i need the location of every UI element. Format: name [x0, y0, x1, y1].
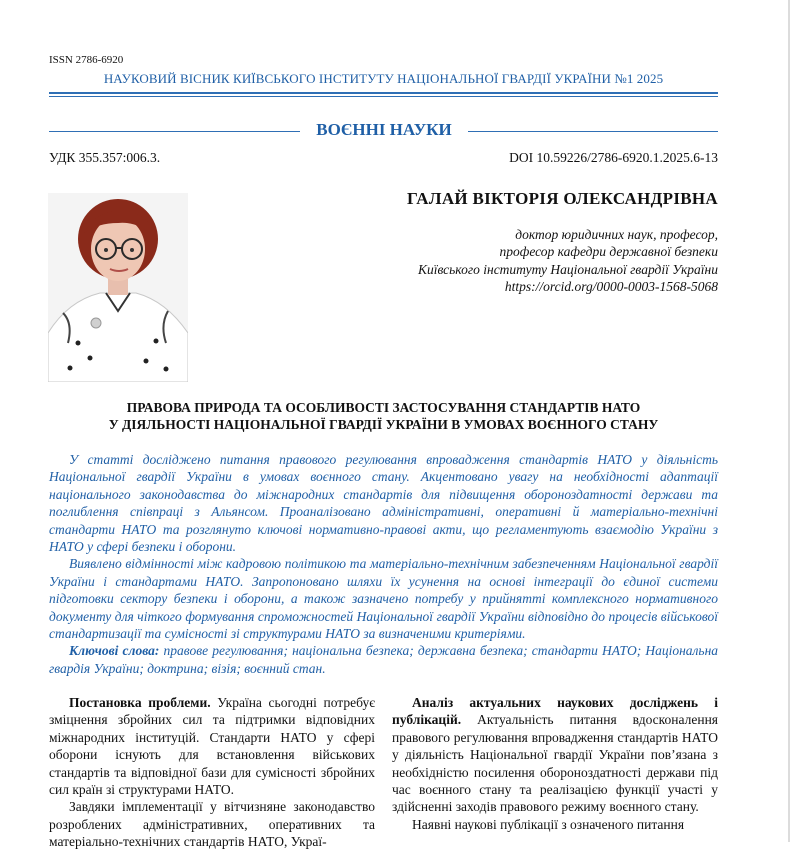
section-title: ВОЄННІ НАУКИ	[316, 120, 452, 139]
keywords	[49, 642, 718, 677]
problem-text: Україна сьогодні потребує зміцнення збройних сил та підтримки відповідних міжнародних інституцій. Стандарти НАТО у сфері оборони існують для встановлення військових стандартів та відповідної бази для сумісності збройних сил країн зі структурами НАТО.	[49, 695, 376, 798]
body-paragraph: Завдяки імплементації у вітчизняне законодавство розроблених адміністративних, оперативних та матеріально-технічних стандартів НАТО, Украї-	[49, 799, 375, 850]
section-divider-right	[468, 131, 718, 132]
body-paragraph: Наявні наукові публікації з означеного питання	[412, 816, 685, 832]
header-rule-thin	[49, 96, 718, 97]
article-title-line1: ПРАВОВА ПРИРОДА ТА ОСОБЛИВОСТІ ЗАСТОСУВАННЯ СТАНДАРТІВ НАТО	[126, 400, 641, 415]
author-orcid-link[interactable]: https://orcid.org/0000-0003-1568-5068	[504, 278, 718, 294]
journal-title: НАУКОВИЙ ВІСНИК КИЇВСЬКОГО ІНСТИТУТУ НАЦІОНАЛЬНОЇ ГВАРДІЇ УКРАЇНИ №1 2025	[103, 71, 664, 86]
header-rule	[49, 92, 718, 94]
article-title	[49, 399, 718, 433]
author-name: ГАЛАЙ ВІКТОРІЯ ОЛЕКСАНДРІВНА	[407, 189, 718, 208]
author-photo	[48, 193, 188, 382]
issn: ISSN 2786-6920	[49, 54, 124, 66]
article-title-line2: У ДІЯЛЬНОСТІ НАЦІОНАЛЬНОЇ ГВАРДІЇ УКРАЇНИ В УМОВАХ ВОЄННОГО СТАНУ	[108, 417, 659, 432]
author-institution: Київського інституту Національної гвардії України	[418, 261, 718, 277]
problem-statement	[49, 694, 375, 798]
doi: DOI 10.59226/2786-6920.1.2025.6-13	[509, 150, 718, 165]
abstract	[49, 451, 718, 677]
author-position: професор кафедри державної безпеки	[499, 244, 718, 260]
literature-text: Актуальність питання вдосконалення правового регулювання впровадження стандартів НАТО у діяльність Національної гвардії України пов’язана з необхідністю посилення обороноздатності держави під час воєнного стану та реалізацією функції участі у здійсненні заходів правового режиму воєнного стану.	[392, 712, 718, 815]
abstract-paragraph-2: Виявлено відмінності між кадровою політикою та матеріально-технічним забезпеченням Національної гвардії України і стандартами НАТО. Запропоновано шляхи їх усунення на основі інтеграції до єдиної системи підготовки сектору безпеки і оборони, а також зазначено потребу у прийнятті комплексного нормативного документу для чіткого формування спроможностей Національної гвардії України відповідно до процесів військової стандартизації та сумісності зі структурами НАТО за визначеними критеріями.	[49, 556, 718, 642]
keywords-label: Ключові слова:	[69, 643, 160, 659]
udk-code: УДК 355.357:006.3.	[49, 150, 161, 165]
body-column-right	[392, 694, 718, 833]
keywords-list: правове регулювання; національна безпека; державна безпека; стандарти НАТО; Національна гвардія України; доктрина; візія; воєнний стан.	[49, 643, 719, 676]
body-column-left	[49, 694, 375, 851]
literature-heading: Аналіз актуальних наукових досліджень і публікацій.	[392, 695, 718, 728]
author-affiliation	[418, 226, 718, 295]
section-divider-left	[49, 131, 300, 132]
literature-review	[392, 694, 718, 816]
problem-heading: Постановка проблеми.	[69, 695, 211, 710]
abstract-paragraph-1: У статті досліджено питання правового регулювання впровадження стандартів НАТО у діяльність Національної гвардії України в умовах воєнного стану. Акцентовано увагу на необхідності адаптації національного законодавства до міжнародних стандартів для підвищення обороноздатності держави та поглиблення співпраці з Альянсом. Проаналізовано адміністративні, оперативні й матеріально-технічні стандарти НАТО та розглянуто ключові нормативно-правові акти, що регламентують взаємодію України з НАТО у сфері безпеки і оборони.	[49, 452, 718, 555]
author-degree: доктор юридичних наук, професор,	[515, 227, 718, 242]
